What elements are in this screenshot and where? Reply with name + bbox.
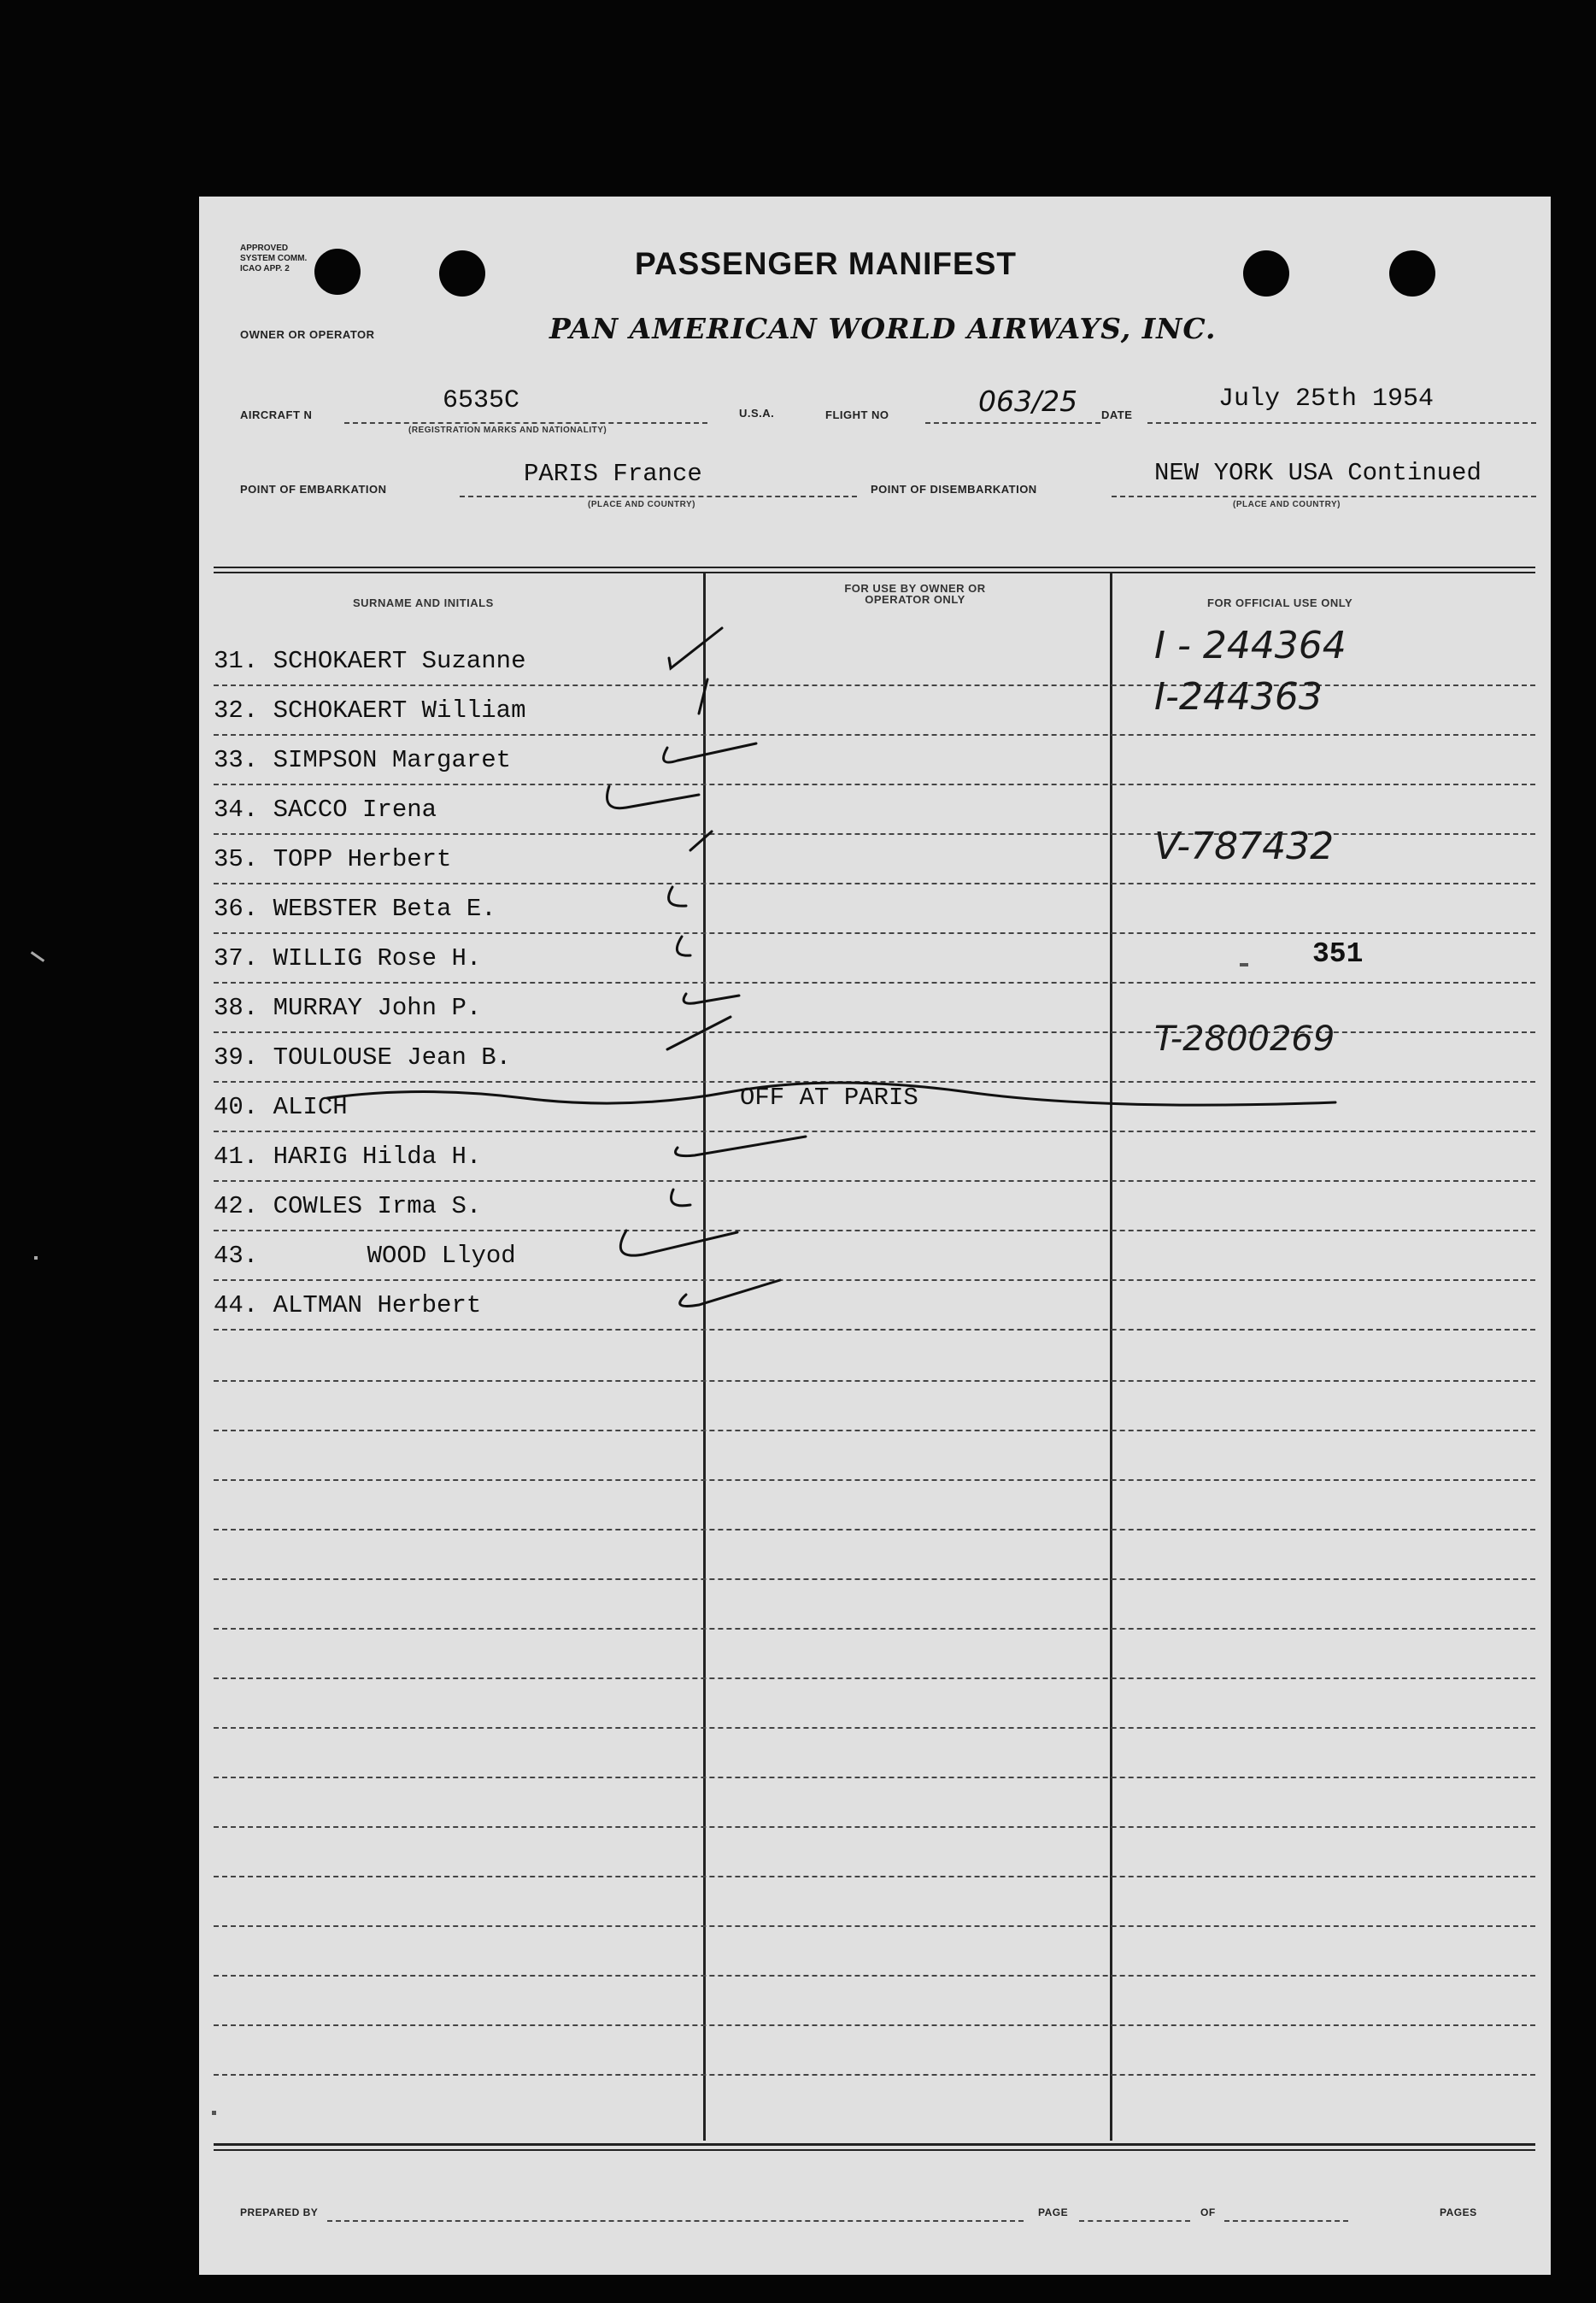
row-number: 42. — [214, 1192, 259, 1220]
passenger-name: MURRAY John P. — [273, 994, 482, 1022]
flight-value: 063/25 — [978, 385, 1078, 418]
table-row — [214, 1033, 1535, 1083]
stray-mark — [34, 1256, 38, 1260]
passenger-name: SACCO Irena — [273, 796, 437, 824]
punch-hole-left-1 — [314, 249, 361, 295]
aircraft-underline — [344, 422, 707, 424]
passenger-name: WILLIG Rose H. — [273, 944, 482, 972]
row-number: 31. — [214, 647, 259, 675]
approval-line-3: ICAO APP. 2 — [240, 264, 290, 273]
row-number: 40. — [214, 1093, 259, 1121]
row-number: 36. — [214, 895, 259, 923]
empty-row-line — [214, 1727, 1535, 1729]
table-row — [214, 1182, 1535, 1231]
prepared-by-label: PREPARED BY — [240, 2206, 319, 2218]
official-entry-37: 351 — [1312, 938, 1364, 970]
empty-row-line — [214, 1876, 1535, 1877]
passenger-name: SCHOKAERT Suzanne — [273, 647, 526, 675]
row-number: 35. — [214, 845, 259, 873]
table-row — [214, 984, 1535, 1033]
table-row — [214, 1132, 1535, 1182]
row-number: 33. — [214, 746, 259, 774]
prepared-by-underline — [327, 2220, 1024, 2222]
empty-row-line — [214, 1380, 1535, 1382]
stray-mark — [1240, 963, 1248, 966]
table-row — [214, 686, 1535, 736]
flight-label: FLIGHT NO — [825, 408, 889, 421]
passenger-name: TOULOUSE Jean B. — [273, 1043, 512, 1072]
table-row — [214, 1281, 1535, 1331]
page-label: PAGE — [1038, 2206, 1069, 2218]
disembark-underline — [1112, 496, 1536, 497]
column-header-owner-use — [727, 583, 1103, 605]
table-bottom-rule — [214, 2143, 1535, 2151]
disembark-label: POINT OF DISEMBARKATION — [871, 483, 1037, 496]
row-number: 39. — [214, 1043, 259, 1072]
table-row — [214, 785, 1535, 835]
table-row — [214, 835, 1535, 884]
of-label: OF — [1200, 2206, 1216, 2218]
pages-label: PAGES — [1440, 2206, 1477, 2218]
empty-row-line — [214, 1925, 1535, 1927]
approval-block — [240, 244, 307, 274]
empty-row-line — [214, 1529, 1535, 1530]
approval-line-1: APPROVED — [240, 244, 289, 253]
empty-row-line — [214, 1975, 1535, 1977]
owner-label: OWNER OR OPERATOR — [240, 328, 375, 341]
empty-row-line — [214, 1578, 1535, 1580]
date-underline — [1147, 422, 1536, 424]
row-number: 32. — [214, 696, 259, 725]
passenger-name: ALICH — [273, 1093, 348, 1121]
aircraft-value: 6535C — [443, 386, 520, 415]
aircraft-label: AIRCRAFT N — [240, 408, 313, 421]
table-row — [214, 736, 1535, 785]
form-title: PASSENGER MANIFEST — [635, 246, 1017, 281]
punch-hole-right-1 — [1243, 250, 1289, 297]
column-header-names: SURNAME AND INITIALS — [353, 596, 494, 609]
empty-row-line — [214, 2074, 1535, 2076]
official-entry-39: T-2800269 — [1154, 1019, 1335, 1059]
date-label: DATE — [1101, 408, 1133, 421]
table-row — [214, 1231, 1535, 1281]
usa-label: U.S.A. — [739, 407, 775, 420]
passenger-name: HARIG Hilda H. — [273, 1143, 482, 1171]
row-number: 34. — [214, 796, 259, 824]
table-top-rule — [214, 567, 1535, 573]
embark-label: POINT OF EMBARKATION — [240, 483, 387, 496]
table-row — [214, 884, 1535, 934]
punch-hole-right-2 — [1389, 250, 1435, 297]
row-number: 38. — [214, 994, 259, 1022]
flight-underline — [925, 422, 1100, 424]
approval-line-2: SYSTEM COMM. — [240, 254, 308, 263]
page-underline — [1079, 2220, 1190, 2222]
passenger-name: SCHOKAERT William — [273, 696, 526, 725]
official-entry-35: V-787432 — [1154, 825, 1335, 868]
passenger-name: TOPP Herbert — [273, 845, 452, 873]
passenger-name: WOOD Llyod — [367, 1242, 516, 1270]
official-entry-32: I-244363 — [1154, 675, 1323, 719]
owner-use-text: FOR USE BY OWNER OR OPERATOR ONLY — [844, 582, 986, 606]
passenger-name: COWLES Irma S. — [273, 1192, 482, 1220]
empty-row-line — [214, 2024, 1535, 2026]
row-number: 41. — [214, 1143, 259, 1171]
aircraft-sub: (REGISTRATION MARKS AND NATIONALITY) — [408, 426, 607, 435]
passenger-name: SIMPSON Margaret — [273, 746, 512, 774]
empty-row-line — [214, 1826, 1535, 1828]
disembark-value: NEW YORK USA Continued — [1154, 459, 1482, 487]
punch-hole-left-2 — [439, 250, 485, 297]
embark-value: PARIS France — [524, 460, 702, 488]
of-underline — [1224, 2220, 1348, 2222]
passenger-name: ALTMAN Herbert — [273, 1291, 482, 1319]
operator-name: PAN AMERICAN WORLD AIRWAYS, INC. — [549, 312, 1217, 345]
embark-underline — [460, 496, 857, 497]
manifest-page — [199, 197, 1551, 2275]
official-entry-31: I - 244364 — [1154, 624, 1347, 667]
stray-mark — [212, 2111, 216, 2115]
disembark-sub: (PLACE AND COUNTRY) — [1233, 500, 1341, 509]
row-number: 37. — [214, 944, 259, 972]
column-header-official-use: FOR OFFICIAL USE ONLY — [1207, 596, 1353, 609]
empty-row-line — [214, 1628, 1535, 1630]
row-number: 44. — [214, 1291, 259, 1319]
stray-mark — [31, 951, 44, 962]
row-number: 43. — [214, 1242, 259, 1270]
empty-row-line — [214, 1677, 1535, 1679]
empty-row-line — [214, 1430, 1535, 1431]
empty-row-line — [214, 1479, 1535, 1481]
embark-sub: (PLACE AND COUNTRY) — [588, 500, 695, 509]
empty-row-line — [214, 1777, 1535, 1778]
passenger-name: WEBSTER Beta E. — [273, 895, 496, 923]
date-value: July 25th 1954 — [1218, 385, 1435, 414]
off-at-paris-remark: OFF AT PARIS — [740, 1084, 918, 1112]
